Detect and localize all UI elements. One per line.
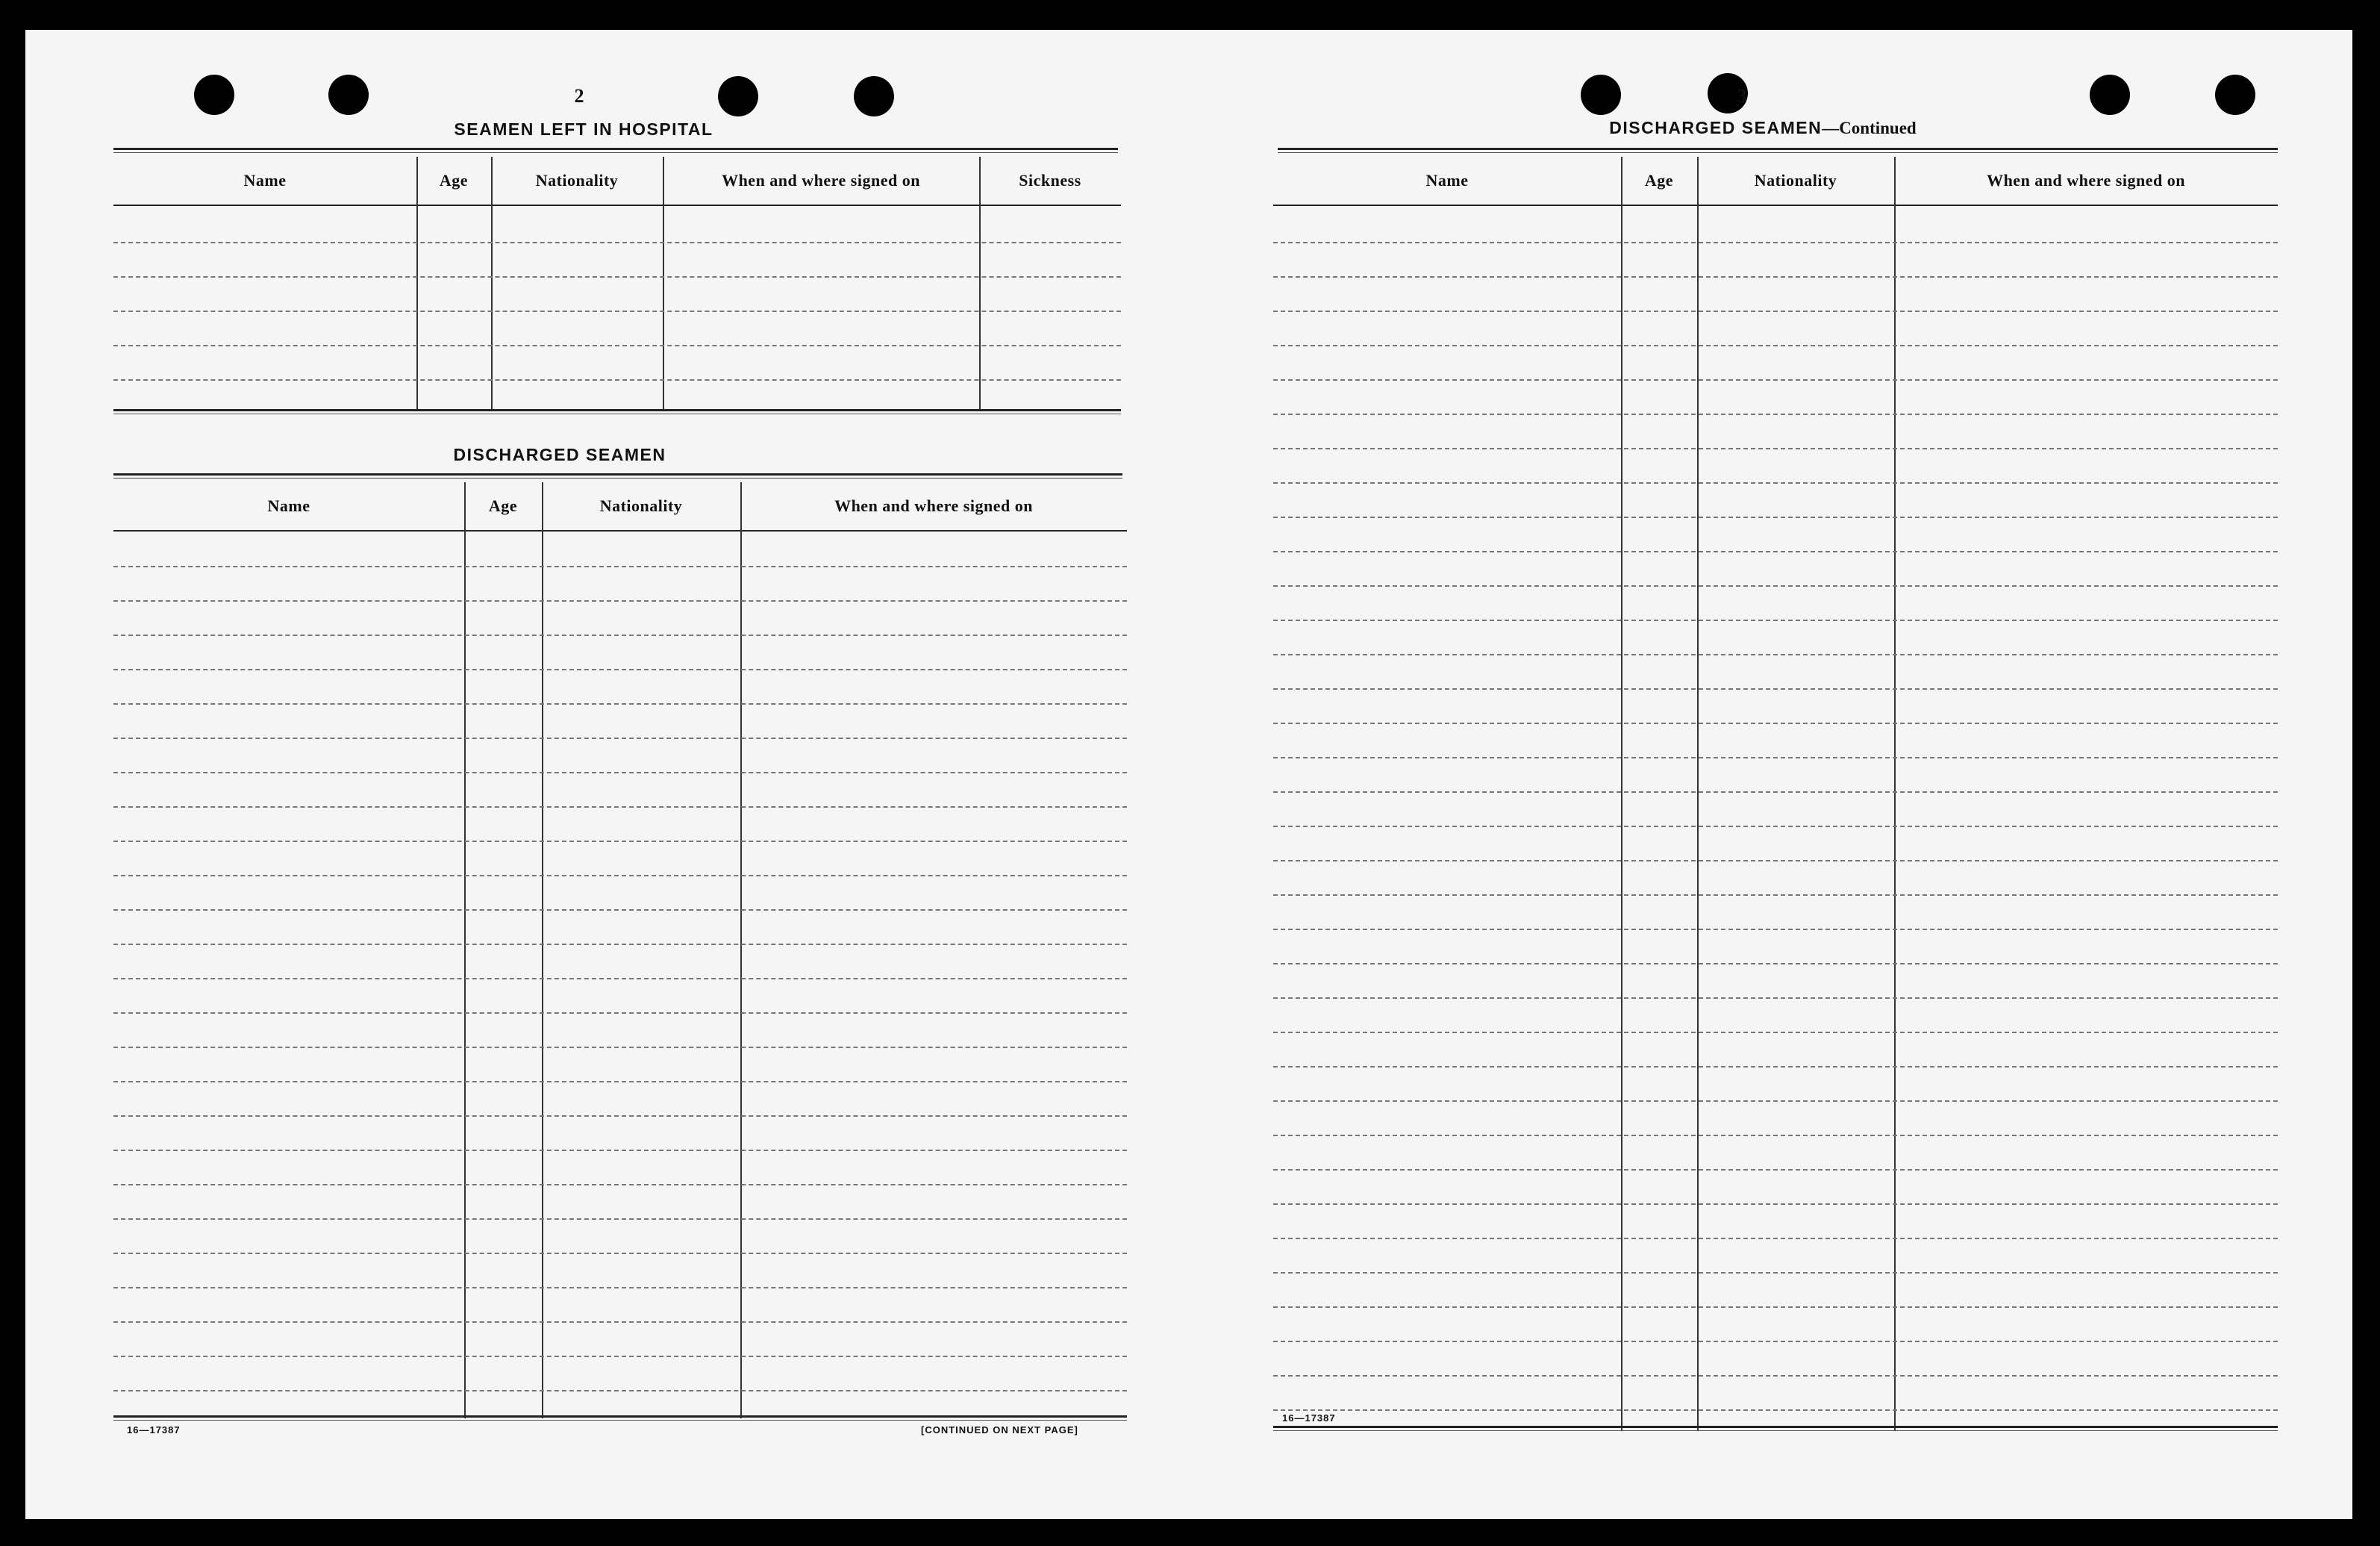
column-divider xyxy=(663,157,664,411)
discharged-continued-title xyxy=(1242,118,2284,138)
form-number: 16—17387 xyxy=(127,1424,181,1436)
table-row xyxy=(113,669,1127,670)
table-row xyxy=(113,566,1127,567)
page-number: 3 xyxy=(1737,85,1747,107)
hospital-top-rule xyxy=(113,148,1118,153)
column-divider xyxy=(1697,157,1699,1430)
table-row xyxy=(113,738,1127,739)
table-row xyxy=(1273,379,2278,381)
table-row xyxy=(1273,1238,2278,1239)
table-row xyxy=(113,379,1121,381)
page-number: 2 xyxy=(574,85,584,107)
table-row xyxy=(1273,1272,2278,1274)
table-row xyxy=(1273,1135,2278,1136)
discharged-table xyxy=(113,482,1127,1418)
header-age: Age xyxy=(1644,171,1674,190)
column-divider xyxy=(491,157,493,411)
column-divider xyxy=(542,482,543,1418)
table-row xyxy=(1273,242,2278,243)
hospital-section-title: SEAMEN LEFT IN HOSPITAL xyxy=(454,119,713,139)
table-row xyxy=(1273,448,2278,449)
table-row xyxy=(1273,585,2278,587)
discharged-continued-table xyxy=(1273,157,2278,1430)
column-divider xyxy=(1894,157,1896,1430)
table-row xyxy=(1273,894,2278,896)
header-nationality: Nationality xyxy=(599,496,683,515)
table-row xyxy=(113,1115,1127,1117)
table-row xyxy=(113,276,1121,278)
table-row xyxy=(113,875,1127,876)
discharged-title-text: DISCHARGED SEAMEN xyxy=(1609,118,1823,137)
column-divider xyxy=(740,482,742,1418)
table-row xyxy=(113,1218,1127,1220)
discharged-section-title: DISCHARGED SEAMEN xyxy=(453,445,666,464)
table-row xyxy=(113,1253,1127,1254)
table-row xyxy=(1273,482,2278,484)
discharged-table-header xyxy=(113,482,1127,532)
header-age: Age xyxy=(439,171,469,190)
header-nationality: Nationality xyxy=(535,171,619,190)
header-when-where: When and where signed on xyxy=(1987,171,2185,190)
header-name: Name xyxy=(267,496,310,515)
table-row xyxy=(113,345,1121,346)
table-row xyxy=(113,944,1127,945)
table-row xyxy=(1273,929,2278,930)
table-row xyxy=(1273,517,2278,518)
table-row xyxy=(1273,1100,2278,1102)
continued-label: —Continued xyxy=(1822,119,1917,137)
table-row xyxy=(1273,963,2278,964)
table-row xyxy=(113,1321,1127,1323)
header-when-where: When and where signed on xyxy=(834,496,1033,515)
table-row xyxy=(113,1184,1127,1185)
right-page xyxy=(1242,30,2352,1519)
table-row xyxy=(1273,826,2278,827)
table-row xyxy=(113,635,1127,636)
table-row xyxy=(113,242,1121,243)
table-row xyxy=(1273,1306,2278,1308)
table-row xyxy=(113,1012,1127,1014)
table-row xyxy=(1273,1169,2278,1171)
table-row xyxy=(113,1150,1127,1151)
table-row xyxy=(113,772,1127,773)
table-row xyxy=(113,806,1127,808)
table-row xyxy=(1273,1341,2278,1342)
table-row xyxy=(113,1047,1127,1048)
table-row xyxy=(113,311,1121,312)
table-row xyxy=(1273,860,2278,861)
table-row xyxy=(113,978,1127,979)
table-row xyxy=(113,1390,1127,1391)
table-row xyxy=(1273,1032,2278,1033)
table-row xyxy=(1273,414,2278,415)
table-row xyxy=(113,1287,1127,1288)
header-name: Name xyxy=(1425,171,1469,190)
discharged-bottom-rule xyxy=(113,1415,1127,1421)
header-nationality: Nationality xyxy=(1754,171,1837,190)
table-row xyxy=(1273,791,2278,793)
table-row xyxy=(1273,654,2278,655)
header-when-where: When and where signed on xyxy=(722,171,920,190)
table-row xyxy=(113,909,1127,911)
table-row xyxy=(1273,1066,2278,1067)
table-row xyxy=(1273,311,2278,312)
hospital-table-header xyxy=(113,157,1121,206)
table-row xyxy=(1273,551,2278,552)
table-row xyxy=(1273,757,2278,758)
column-divider xyxy=(416,157,418,411)
right-bottom-rule xyxy=(1273,1426,2278,1431)
table-row xyxy=(1273,723,2278,724)
header-sickness: Sickness xyxy=(1019,171,1081,190)
table-row xyxy=(1273,620,2278,621)
scanned-form-sheet xyxy=(25,30,2352,1519)
table-row xyxy=(113,703,1127,705)
table-row xyxy=(1273,276,2278,278)
table-row xyxy=(113,600,1127,602)
right-top-rule xyxy=(1278,148,2278,153)
hospital-bottom-rule xyxy=(113,409,1121,414)
table-row xyxy=(1273,345,2278,346)
discharged-top-rule xyxy=(113,473,1122,479)
table-row xyxy=(1273,1409,2278,1411)
column-divider xyxy=(464,482,466,1418)
table-row xyxy=(113,1081,1127,1082)
hospital-table xyxy=(113,157,1121,411)
header-name: Name xyxy=(243,171,287,190)
table-row xyxy=(1273,1203,2278,1205)
table-row xyxy=(113,1356,1127,1357)
column-divider xyxy=(979,157,981,411)
right-table-header xyxy=(1273,157,2278,206)
form-number: 16—17387 xyxy=(1282,1412,1336,1424)
left-page xyxy=(25,30,1175,1519)
continued-note: [CONTINUED ON NEXT PAGE] xyxy=(921,1424,1078,1436)
column-divider xyxy=(1621,157,1622,1430)
table-row xyxy=(113,841,1127,842)
header-age: Age xyxy=(488,496,518,515)
table-row xyxy=(1273,688,2278,690)
table-row xyxy=(1273,1375,2278,1377)
table-row xyxy=(1273,997,2278,999)
